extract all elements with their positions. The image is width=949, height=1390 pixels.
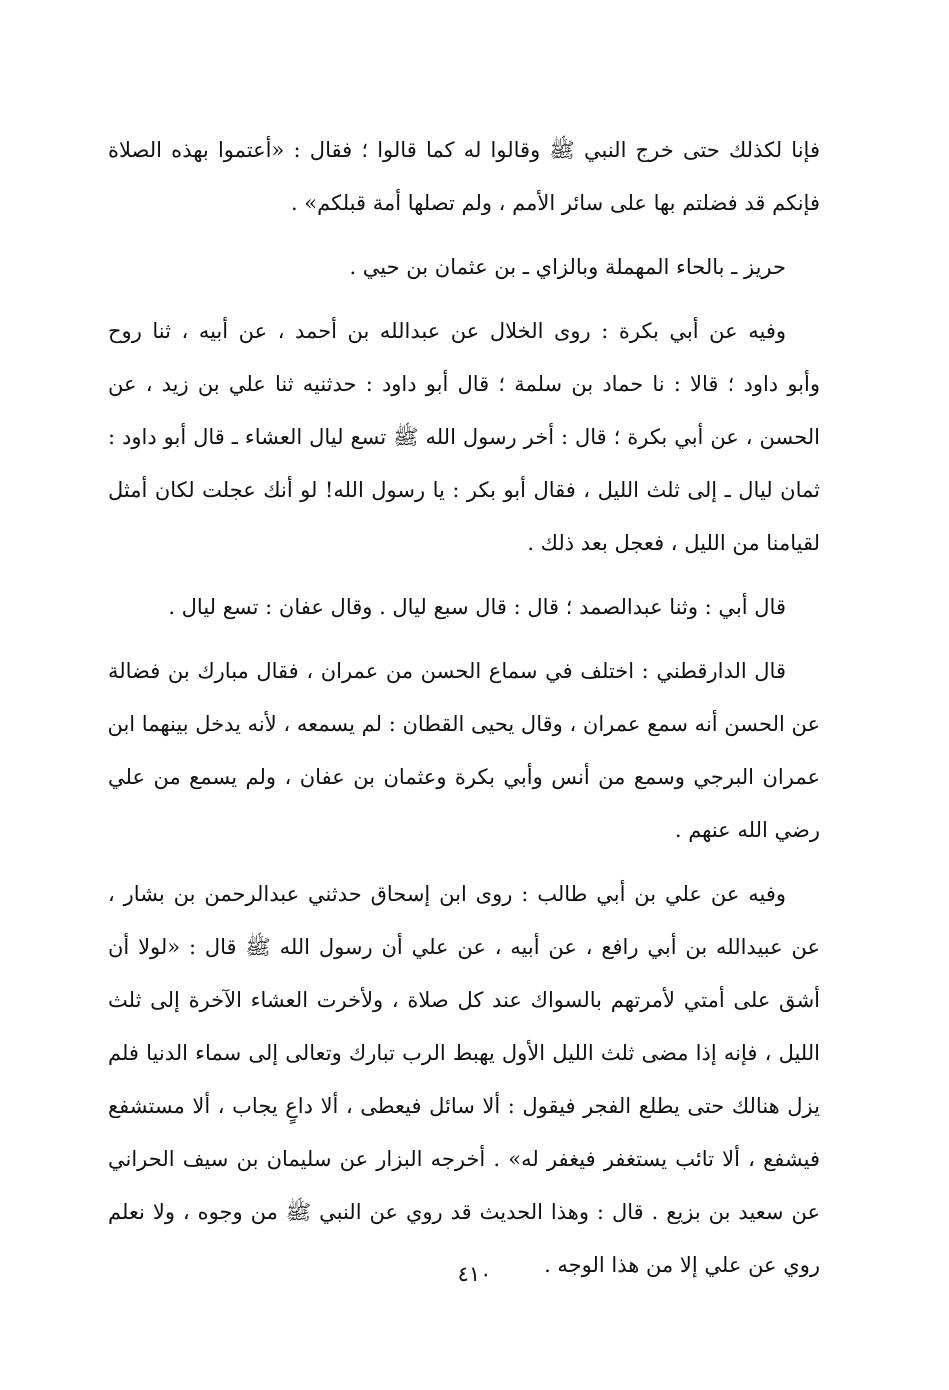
text-line: حريز ـ بالحاء المهملة وبالزاي ـ بن عثمان بن حيي . (349, 255, 786, 279)
paragraph (108, 241, 820, 294)
paragraph (108, 581, 820, 634)
text-line: فإنا لكذلك حتى خرج النبي ﷺ وقالوا له كما قالوا ؛ فقال : «أعتموا بهذه الصلاة (108, 138, 820, 162)
text-line: رضي الله عنهم . (674, 818, 820, 842)
text-line: يزل هنالك حتى يطلع الفجر فيقول : ألا سائل فيعطى ، ألا داعٍ يجاب ، ألا مستشفع (108, 1094, 820, 1118)
text-line: فيشفع ، ألا تائب يستغفر فيغفر له» . أخرجه البزار عن سليمان بن سيف الحراني (108, 1147, 820, 1171)
text-line: لقيامنا من الليل ، فعجل بعد ذلك . (527, 531, 820, 555)
text-line: روي عن علي إلا من هذا الوجه . (544, 1253, 820, 1277)
text-line: عن عبيدالله بن أبي رافع ، عن أبيه ، عن علي أن رسول الله ﷺ قال : «لولا أن (108, 935, 820, 959)
text-line: قال أبي : وثنا عبدالصمد ؛ قال : قال سبع ليال . وقال عفان : تسع ليال . (168, 595, 786, 619)
page-body (108, 124, 820, 1292)
text-line: وأبو داود ؛ قالا : نا حماد بن سلمة ؛ قال أبو داود : حدثنيه ثنا علي بن زيد ، عن (108, 372, 820, 396)
text-line: عن سعيد بن بزيع . قال : وهذا الحديث قد روي عن النبي ﷺ من وجوه ، ولا نعلم (108, 1200, 820, 1224)
text-line: قال الدارقطني : اختلف في سماع الحسن من عمران ، فقال مبارك بن فضالة (108, 659, 786, 683)
text-line: عن الحسن أنه سمع عمران ، وقال يحيى القطان : لم يسمعه ، لأنه يدخل بينهما ابن (107, 712, 820, 736)
text-line: وفيه عن أبي بكرة : روى الخلال عن عبدالله بن أحمد ، عن أبيه ، ثنا روح (108, 319, 786, 343)
text-line: عمران البرجي وسمع من أنس وأبي بكرة وعثمان بن عفان ، ولم يسمع من علي (108, 765, 820, 789)
paragraph (108, 305, 820, 570)
text-line: فإنكم قد فضلتم بها على سائر الأمم ، ولم تصلها أمة قبلكم» . (290, 191, 820, 215)
text-line: الليل ، فإنه إذا مضى ثلث الليل الأول يهبط الرب تبارك وتعالى إلى سماء الدنيا فلم (108, 1041, 820, 1065)
text-line: وفيه عن علي بن أبي طالب : روى ابن إسحاق حدثني عبدالرحمن بن بشار ، (108, 882, 786, 906)
page-number: ٤١٠ (457, 1262, 492, 1286)
text-line: أشق على أمتي لأمرتهم بالسواك عند كل صلاة ، ولأخرت العشاء الآخرة إلى ثلث (108, 988, 820, 1012)
text-line: الحسن ، عن أبي بكرة ؛ قال : أخر رسول الله ﷺ تسع ليال العشاء ـ قال أبو داود : (108, 425, 820, 449)
paragraph (108, 868, 820, 1292)
paragraph (108, 124, 820, 230)
text-line: ثمان ليال ـ إلى ثلث الليل ، فقال أبو بكر : يا رسول الله! لو أنك عجلت لكان أمثل (108, 478, 820, 502)
paragraph (108, 645, 820, 857)
